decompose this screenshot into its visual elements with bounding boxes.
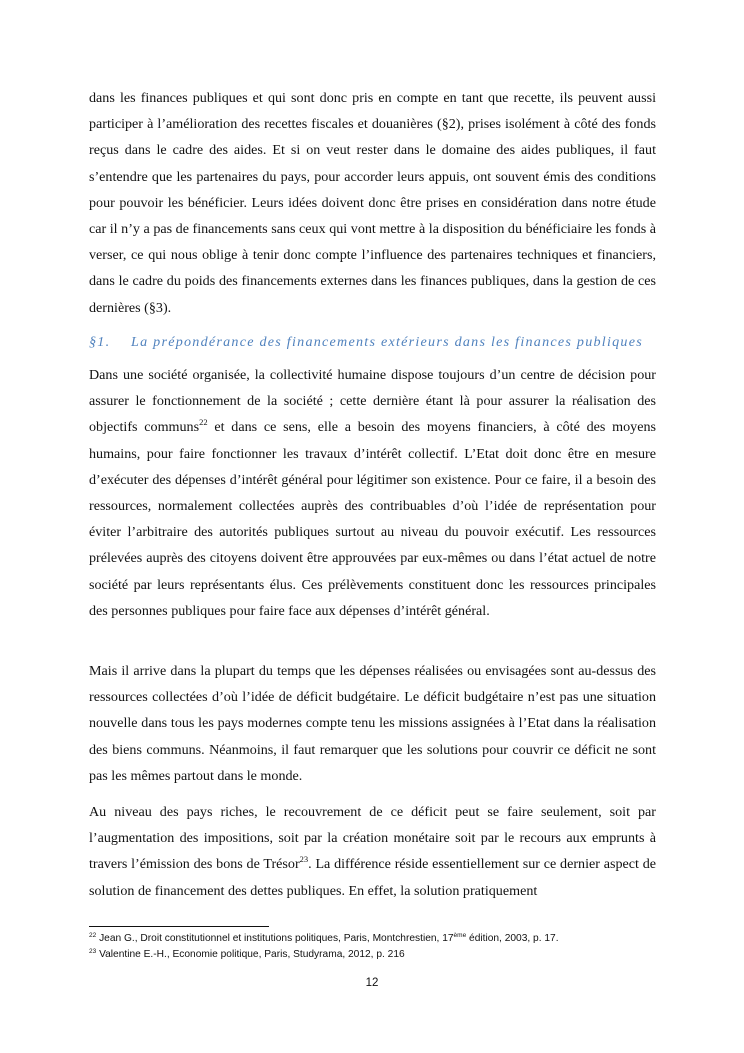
paragraph-1 <box>89 362 656 624</box>
section-number: §1. <box>89 334 111 350</box>
footnote-text: Jean G., Droit constitutionnel et institutions politiques, Paris, Montchrestien, 17 <box>96 933 454 944</box>
paragraph-3-text-b: . La différence réside essentiellement sur ce dernier aspect de solution de financement des dettes publiques. En effet, la solution pratiquement <box>89 856 656 899</box>
footnote-22 <box>89 931 689 947</box>
footnote-text: Valentine E.-H., Economie politique, Paris, Studyrama, 2012, p. 216 <box>96 948 405 960</box>
paragraph-1-text-a: Dans une société organisée, la collectivité humaine dispose toujours d’un centre de décision pour assurer le fonctionnement de la société ; cette dernière étant là pour assurer la réalisation des objectifs communs <box>89 367 656 436</box>
section-heading <box>89 331 669 353</box>
paragraph-3 <box>89 799 656 904</box>
paragraph-3-text-a: Au niveau des pays riches, le recouvrement de ce déficit peut se faire seulement, soit par l’augmentation des impositions, soit par la création monétaire soit par le recours aux emprunts à travers l’émission des bons de Trésor <box>89 804 656 873</box>
paragraph-1-text-b: et dans ce sens, elle a besoin des moyens financiers, à côté des moyens humains, pour faire fonctionner les travaux d’intérêt collectif. L’Etat doit donc être en mesure d’exécuter des dépenses d’intérêt général pour légitimer son existence. Pour ce faire, il a besoin des ressources, normalement collectées auprès des contribuables d’où l’idée de représentation pour éviter l’arbitraire des autorités publiques surtout au niveau du pouvoir exécutif. Les ressources prélevées auprès des citoyens doivent être approuvées par eux-mêmes ou dans l’état actuel de notre société par leurs représentants élus. Ces prélèvements constituent donc les ressources principales des personnes publiques pour faire face aux dépenses d’intérêt général. <box>89 419 656 619</box>
footnote-reference-23[interactable]: 23 <box>299 854 309 865</box>
footnote-separator <box>89 926 269 927</box>
footnotes <box>89 931 689 962</box>
footnote-text-end: édition, 2003, p. 17. <box>466 933 559 944</box>
intro-paragraph: dans les finances publiques et qui sont donc pris en compte en tant que recette, ils peuvent aussi participer à l’amélioration des recettes fiscales et douanières (§2), prises isolément à côté des fonds reçus dans le cadre des aides. Et si on veut rester dans le domaine des aides publiques, il faut s’entendre que les partenaires du pays, pour accorder leurs appuis, ont souvent émis des conditions pour pouvoir les bénéficier. Leurs idées doivent donc être prises en considération dans notre étude car il n’y a pas de financements sans ceux qui vont mettre à la disposition du bénéficiaire les fonds à verser, ce qui nous oblige à tenir donc compte l’influence des partenaires techniques et financiers, dans le cadre du poids des financements externes dans les finances publiques, dans la gestion de ces dernières (§3). <box>89 90 656 316</box>
paragraph-2: Mais il arrive dans la plupart du temps que les dépenses réalisées ou envisagées sont au-dessus des ressources collectées d’où l’idée de déficit budgétaire. Le déficit budgétaire n’est pas une situation nouvelle dans tous les pays modernes compte tenu les missions assignées à l’Etat dans la réalisation des biens communs. Néanmoins, il faut remarquer que les solutions pour couvrir ce déficit ne sont pas les mêmes partout dans le monde. <box>89 663 656 784</box>
page-number: 12 <box>365 977 379 989</box>
footnote-23 <box>89 947 689 963</box>
footnote-number: 23 <box>89 947 97 955</box>
footnote-number: 22 <box>89 932 97 939</box>
section-title: La prépondérance des financements extérieurs dans les finances publiques <box>131 334 643 350</box>
footnote-reference-22[interactable]: 22 <box>199 417 208 428</box>
footnote-ordinal-suffix: ème <box>453 932 467 939</box>
